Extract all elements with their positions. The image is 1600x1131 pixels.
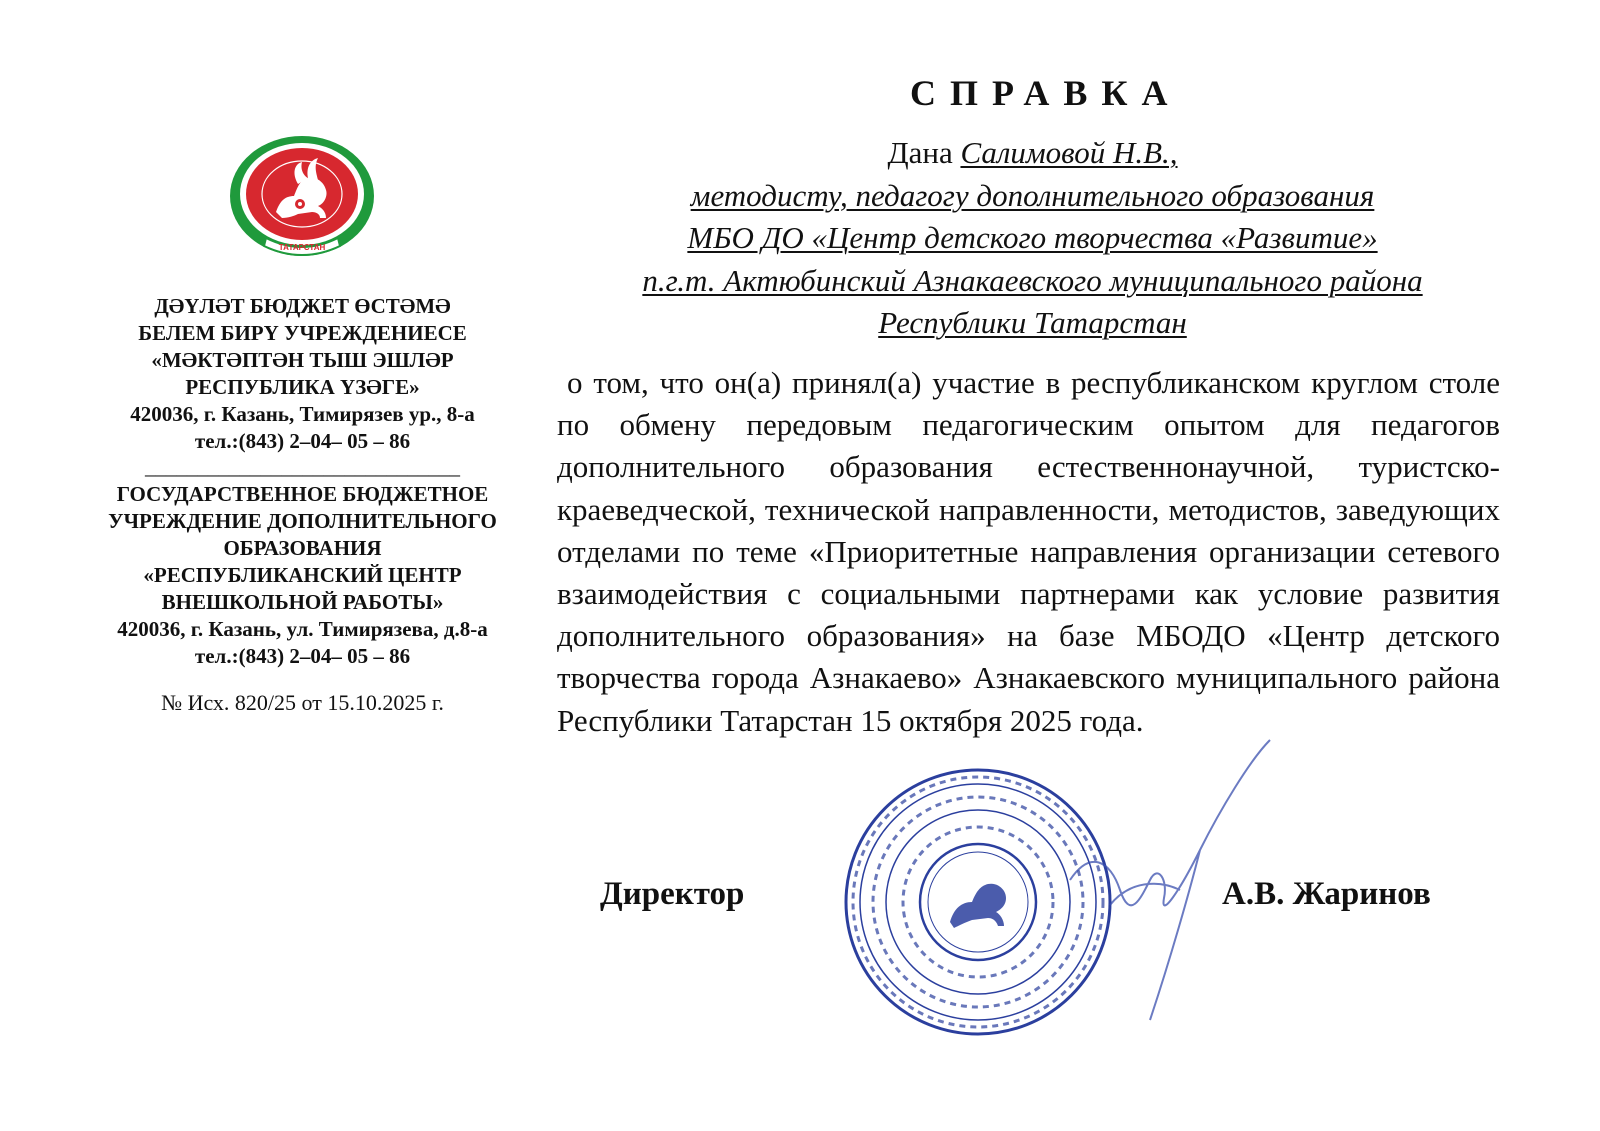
recipient-organization: МБО ДО «Центр детского творчества «Развитие» bbox=[687, 220, 1378, 255]
recipient-position: методисту, педагогу дополнительного образования bbox=[690, 177, 1375, 213]
emblem-label: ТАТАРСТАН bbox=[278, 243, 326, 252]
letterhead-separator: ______________________________ bbox=[145, 455, 460, 479]
certificate-body bbox=[557, 362, 1500, 742]
letterhead-line: 420036, г. Казань, ул. Тимирязева, д.8-а bbox=[117, 617, 488, 641]
signer-role: Директор bbox=[600, 876, 745, 912]
letterhead-line: тел.:(843) 2–04– 05 – 86 bbox=[194, 644, 411, 668]
body-paragraph: о том, что он(а) принял(а) участие в республиканском круглом столе по обмену передовым педагогическим опытом для педагогов дополнительного образования естественнонаучной, туристско-краеведческой, технической направленности, методистов, заведующих отделами по теме «Приоритетные направления организации сетевого взаимодействия с социальными партнерами как условие развития дополнительного образования» на базе МБОДО «Центр детского творчества города Азнакаево» Азнакаевского муниципального района Республики Татарстан 15 октября 2025 года. bbox=[557, 365, 1500, 738]
tatarstan-emblem-icon bbox=[228, 134, 376, 262]
outgoing-number: № Исх. 820/25 от 15.10.2025 г. bbox=[161, 690, 444, 715]
letterhead-line: 420036, г. Казань, Тимирязев ур., 8-а bbox=[130, 402, 475, 426]
letterhead bbox=[70, 293, 535, 670]
letterhead-line: «РЕСПУБЛИКАНСКИЙ ЦЕНТР bbox=[143, 563, 462, 587]
given-prefix: Дана bbox=[887, 135, 961, 170]
recipient-line bbox=[565, 132, 1500, 175]
letterhead-line: ОБРАЗОВАНИЯ bbox=[223, 536, 382, 560]
letterhead-line: ДӘҮЛӘТ БЮДЖЕТ ӨСТӘМӘ bbox=[154, 294, 451, 318]
recipient-name: Салимовой Н.В., bbox=[960, 135, 1178, 170]
document-title: СПРАВКА bbox=[910, 73, 1182, 113]
recipient-block bbox=[565, 132, 1500, 345]
letterhead-line: БЕЛЕМ БИРҮ УЧРЕЖДЕНИЕСЕ bbox=[138, 321, 467, 345]
letterhead-line: РЕСПУБЛИКА ҮЗӘГЕ» bbox=[185, 375, 420, 399]
letterhead-line: ГОСУДАРСТВЕННОЕ БЮДЖЕТНОЕ bbox=[116, 482, 489, 506]
letterhead-line: «МӘКТӘПТӘН ТЫШ ЭШЛӘР bbox=[151, 348, 454, 372]
recipient-locality: п.г.т. Актюбинский Азнакаевского муниципального района bbox=[642, 262, 1423, 298]
letterhead-line: УЧРЕЖДЕНИЕ ДОПОЛНИТЕЛЬНОГО bbox=[108, 509, 497, 533]
letterhead-line: тел.:(843) 2–04– 05 – 86 bbox=[194, 429, 411, 453]
recipient-region: Республики Татарстан bbox=[878, 305, 1187, 340]
letterhead-line: ВНЕШКОЛЬНОЙ РАБОТЫ» bbox=[161, 590, 444, 614]
signer-name: А.В. Жаринов bbox=[1222, 876, 1431, 912]
